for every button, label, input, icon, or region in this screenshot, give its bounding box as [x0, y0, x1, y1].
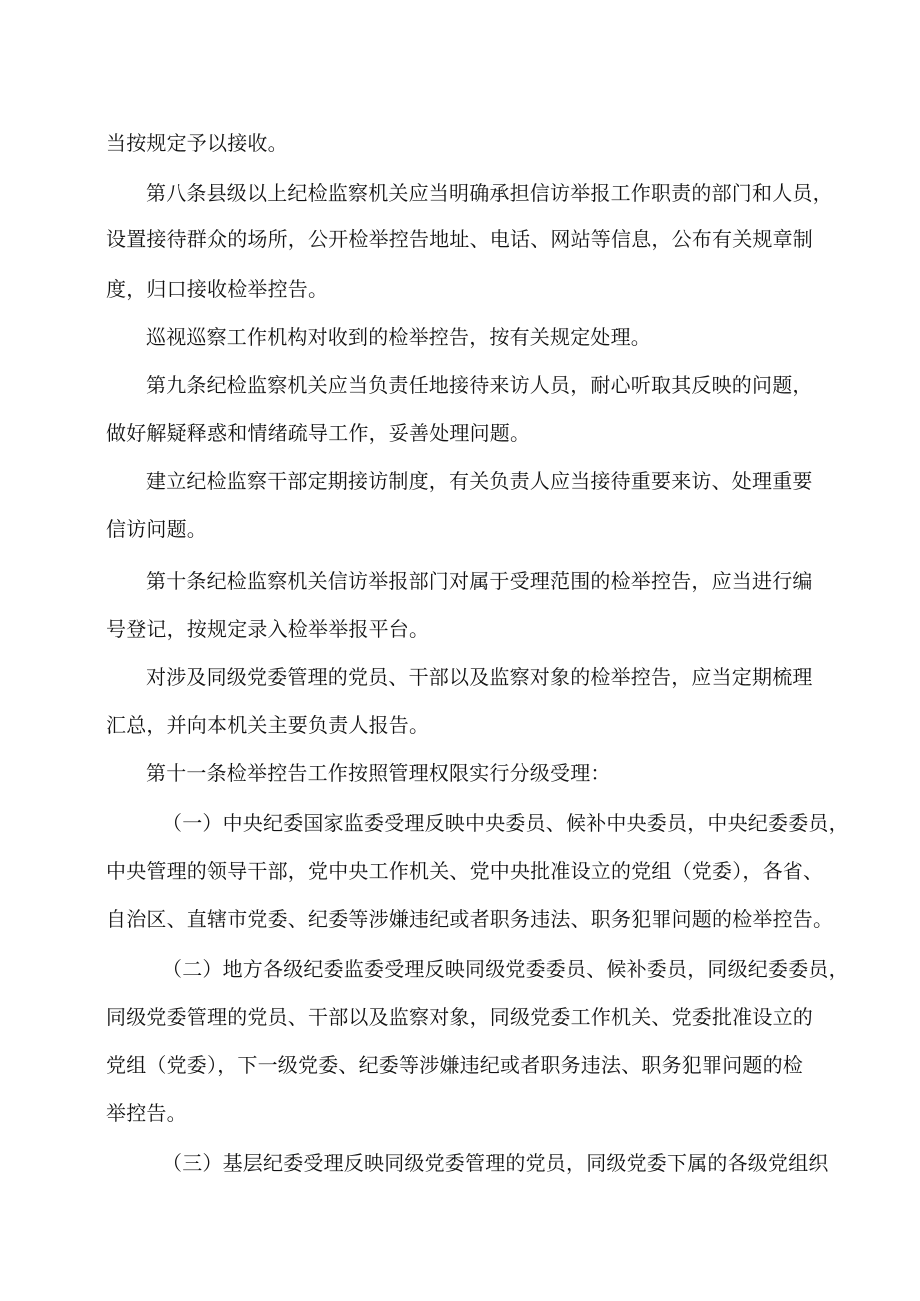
article-8-line-1: 第八条县级以上纪检监察机关应当明确承担信访举报工作职责的部门和人员，	[146, 181, 833, 205]
article-10-line-1: 第十条纪检监察机关信访举报部门对属于受理范围的检举控告，应当进行编	[146, 569, 813, 593]
article-8-line-3: 度，归口接收检举控告。	[106, 277, 329, 301]
article-11-heading: 第十一条检举控告工作按照管理权限实行分级受理：	[146, 761, 611, 785]
clause-1-line-1: （一）中央纪委国家监委受理反映中央委员、候补中央委员，中央纪委委员，	[162, 811, 849, 835]
reception-paragraph-line-1: 建立纪检监察干部定期接访制度，有关负责人应当接待重要来访、处理重要	[146, 469, 813, 493]
article-10-line-2: 号登记，按规定录入检举举报平台。	[106, 617, 430, 641]
report-paragraph-line-1: 对涉及同级党委管理的党员、干部以及监察对象的检举控告，应当定期梳理	[146, 665, 813, 689]
report-paragraph-line-2: 汇总，并向本机关主要负责人报告。	[106, 713, 430, 737]
clause-1-line-3: 自治区、直辖市党委、纪委等涉嫌违纪或者职务违法、职务犯罪问题的检举控告。	[106, 907, 834, 931]
clause-2-line-2: 同级党委管理的党员、干部以及监察对象，同级党委工作机关、党委批准设立的	[106, 1005, 813, 1029]
clause-3-line-1: （三）基层纪委受理反映同级党委管理的党员，同级党委下属的各级党组织	[162, 1151, 829, 1175]
reception-paragraph-line-2: 信访问题。	[106, 517, 207, 541]
text-line-1: 当按规定予以接收。	[106, 131, 288, 155]
clause-2-line-4: 举控告。	[106, 1101, 187, 1125]
inspection-paragraph: 巡视巡察工作机构对收到的检举控告，按有关规定处理。	[146, 325, 651, 349]
article-8-line-2: 设置接待群众的场所，公开检举控告地址、电话、网站等信息，公布有关规章制	[106, 227, 813, 251]
clause-2-line-1: （二）地方各级纪委监委受理反映同级党委委员、候补委员，同级纪委委员，	[162, 957, 849, 981]
article-9-line-2: 做好解疑释惑和情绪疏导工作，妥善处理问题。	[106, 421, 531, 445]
clause-1-line-2: 中央管理的领导干部，党中央工作机关、党中央批准设立的党组（党委），各省、	[106, 859, 824, 883]
article-9-line-1: 第九条纪检监察机关应当负责任地接待来访人员，耐心听取其反映的问题，	[146, 373, 813, 397]
clause-2-line-3: 党组（党委），下一级党委、纪委等涉嫌违纪或者职务违法、职务犯罪问题的检	[106, 1053, 803, 1077]
